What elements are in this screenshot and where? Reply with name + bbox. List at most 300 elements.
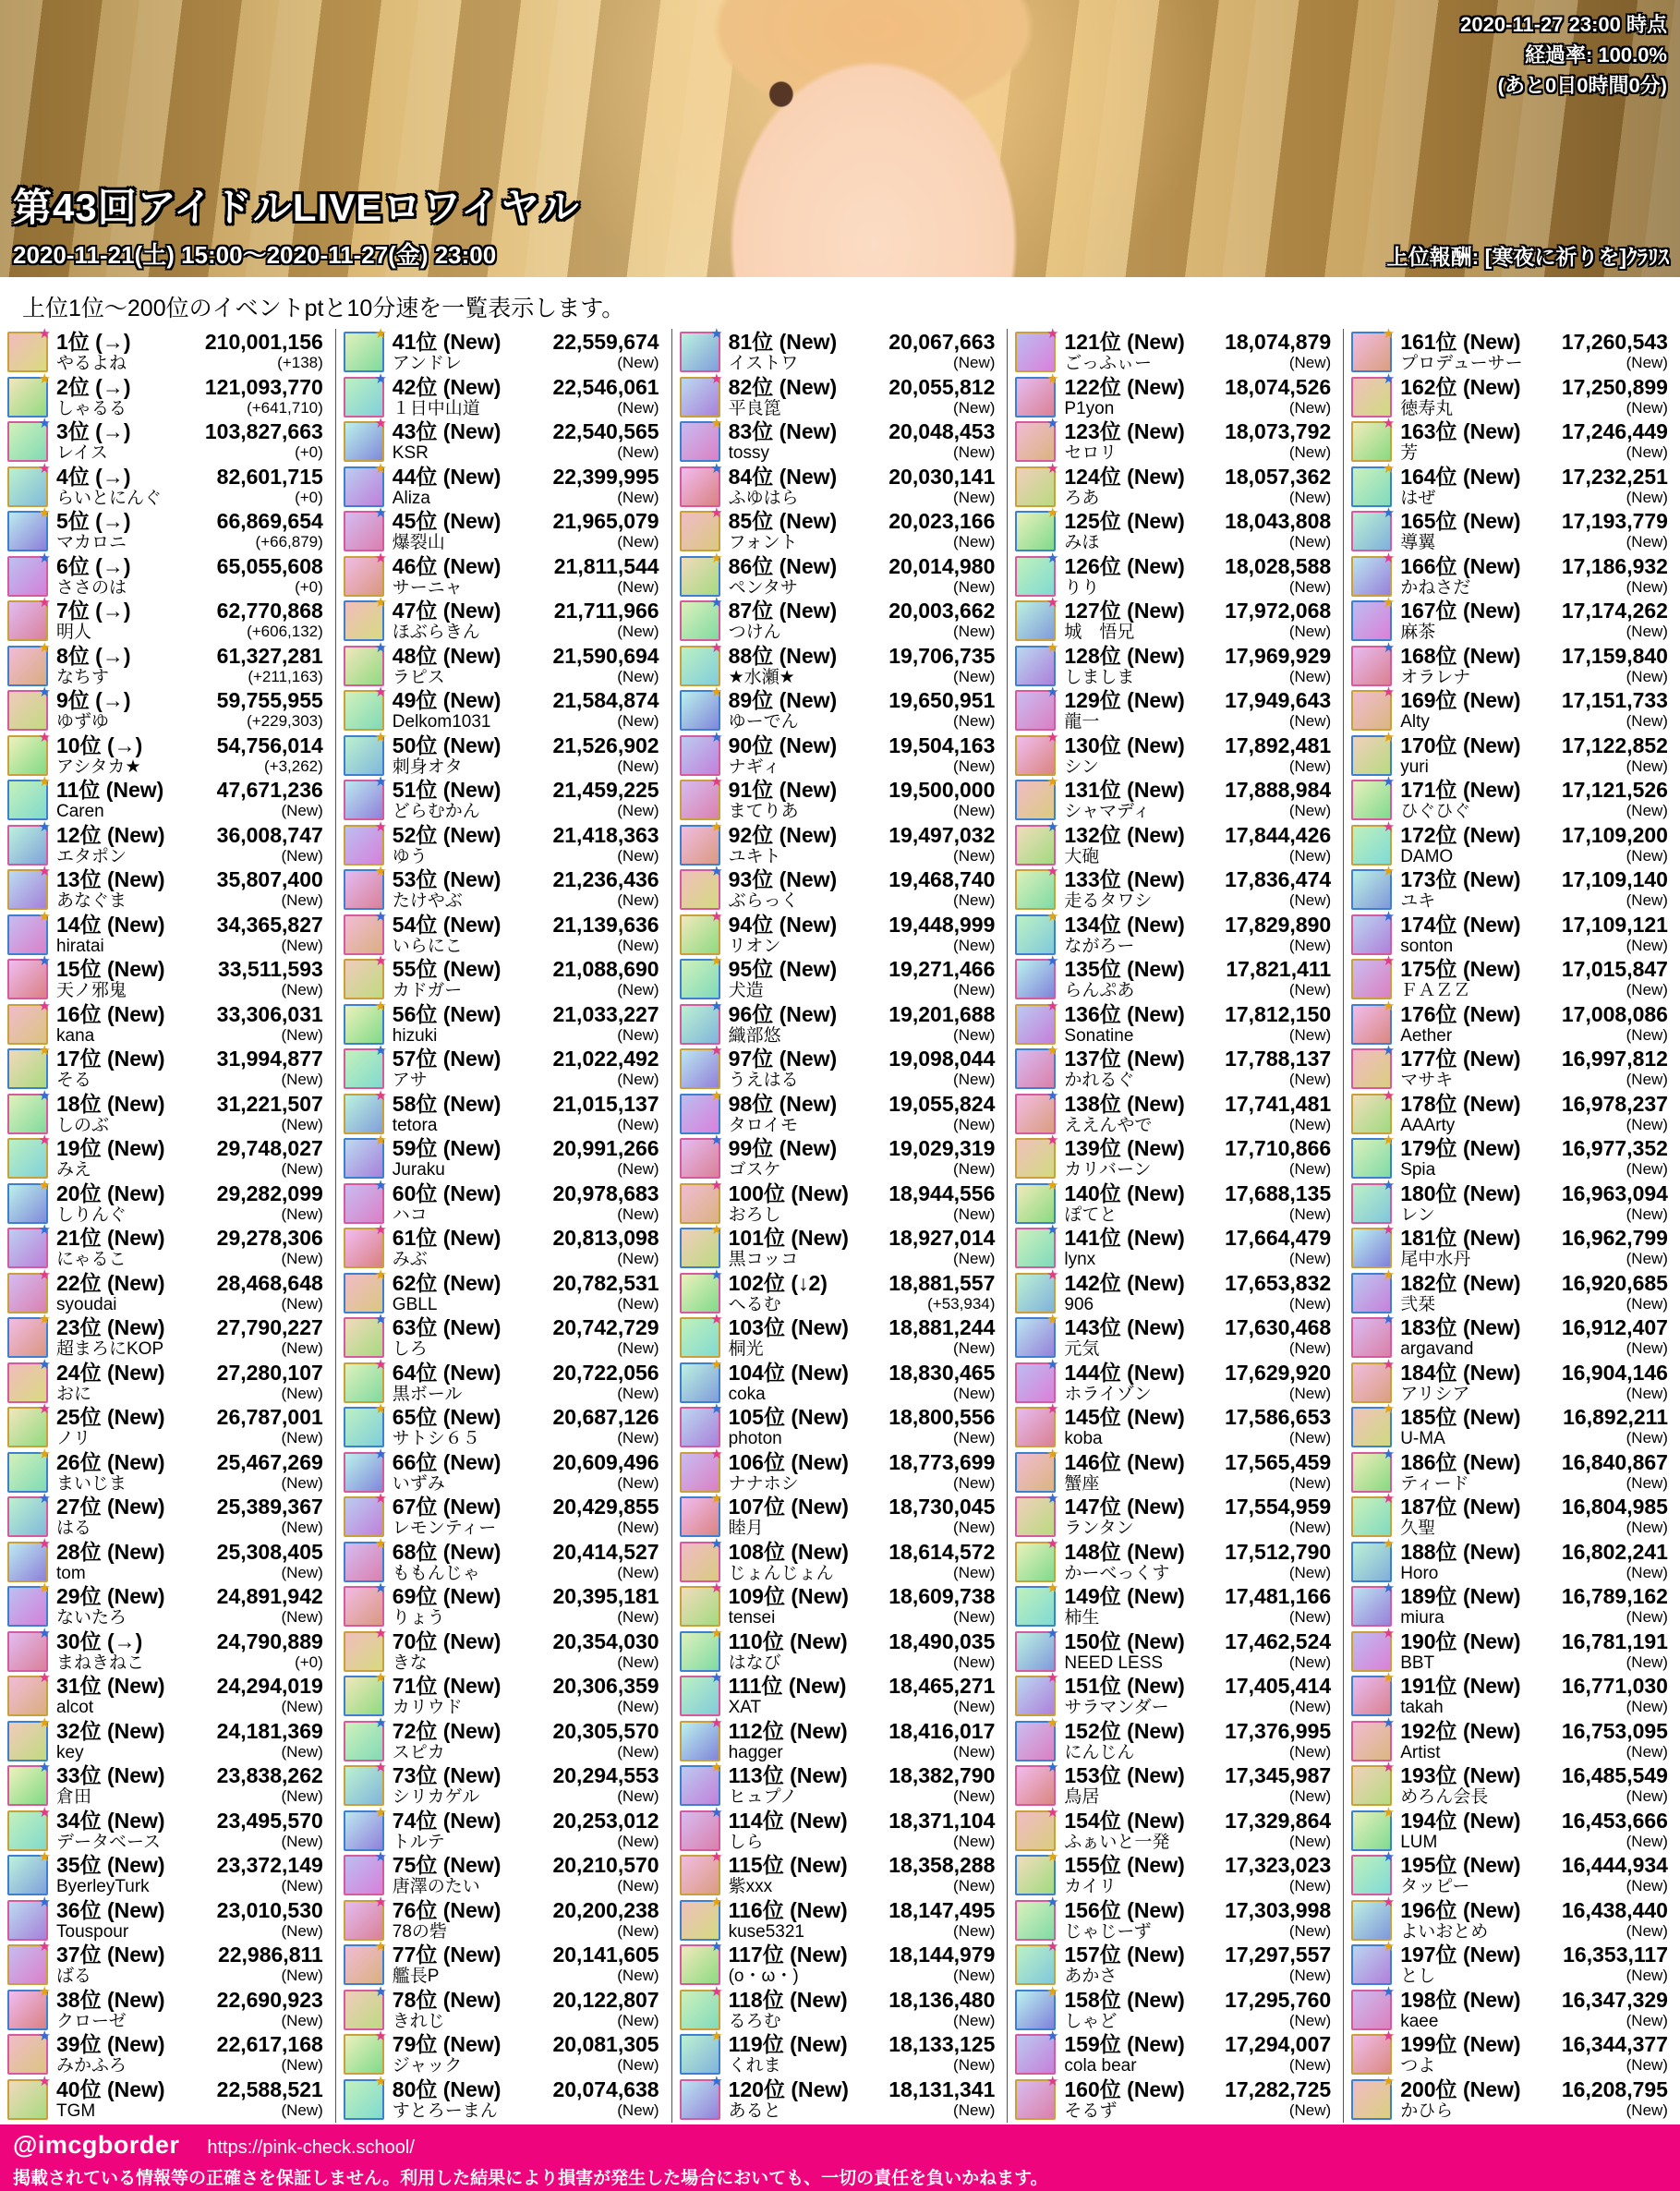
entry-identity: [56, 1854, 217, 1896]
rank-label: 144位 (New): [1064, 1360, 1185, 1385]
event-pt-value: 210,001,156: [204, 330, 323, 354]
entry-scores: [552, 1272, 671, 1313]
event-pt-value: 20,782,531: [552, 1270, 659, 1295]
player-name: koba: [1064, 1429, 1103, 1448]
pt-change-value: (New): [1288, 2056, 1332, 2074]
rank-label: 34位 (New): [56, 1808, 165, 1833]
event-pt-value: 16,804,985: [1561, 1495, 1668, 1519]
entry-identity: [393, 1227, 553, 1269]
entry-identity: [1064, 1182, 1225, 1225]
idol-avatar: [1015, 1625, 1059, 1672]
player-name: ジャック: [392, 2056, 463, 2076]
entry-identity: [729, 510, 889, 552]
entry-scores: [217, 689, 335, 731]
ranking-entry: [680, 1580, 1008, 1630]
rank-label: 103位 (New): [728, 1315, 849, 1339]
pt-change-value: (+0): [295, 577, 323, 596]
twitter-handle: @imcgborder: [13, 2131, 180, 2159]
ranking-entry: [1015, 460, 1343, 511]
entry-identity: [56, 420, 205, 463]
event-pt-value: 21,526,902: [552, 732, 659, 757]
idol-avatar: [680, 1670, 723, 1716]
rank-label: 158位 (New): [1064, 1987, 1185, 2012]
idol-avatar: [1015, 1401, 1059, 1447]
site-url-link[interactable]: https://pink-check.school/: [207, 2137, 415, 2158]
event-pt-value: 18,133,125: [888, 2032, 996, 2056]
entry-identity: [1400, 1854, 1562, 1896]
event-pt-value: 17,186,932: [1561, 553, 1668, 578]
entry-scores: [217, 824, 335, 866]
entry-identity: [56, 914, 217, 956]
player-name: そるず: [1064, 2100, 1118, 2121]
rarity-star-icon: ★: [1382, 684, 1396, 700]
rarity-star-icon: ★: [374, 1446, 387, 1462]
rank-label: 176位 (New): [1400, 1001, 1521, 1026]
rarity-star-icon: ★: [1045, 864, 1059, 879]
rank-label: 64位 (New): [392, 1360, 502, 1385]
entry-identity: [56, 1406, 217, 1448]
entry-scores: [1562, 1495, 1680, 1537]
pt-change-value: (New): [1626, 2056, 1668, 2074]
event-pt-value: 16,347,329: [1561, 1987, 1668, 2012]
player-name: NEED LESS: [1064, 1652, 1164, 1673]
entry-identity: [1400, 1451, 1562, 1494]
entry-scores: [1225, 331, 1343, 372]
idol-avatar: [1015, 370, 1059, 418]
event-pt-value: 19,201,688: [888, 1001, 996, 1026]
ranking-entry: [1351, 1894, 1680, 1944]
entry-scores: [1562, 914, 1680, 955]
event-pt-value: 103,827,663: [204, 419, 323, 443]
entry-identity: [729, 734, 889, 777]
ranking-entry: [1015, 1580, 1343, 1630]
idol-avatar: [7, 1535, 51, 1582]
event-pt-value: 16,977,352: [1561, 1136, 1668, 1160]
rank-label: 165位 (New): [1400, 509, 1521, 533]
entry-identity: [56, 1989, 217, 2031]
rarity-star-icon: ★: [1045, 1222, 1059, 1238]
entry-scores: [1562, 466, 1680, 507]
entry-identity: [729, 331, 889, 373]
event-pt-value: 17,892,481: [1225, 732, 1332, 757]
pt-change-value: (New): [1288, 936, 1332, 954]
ranking-entry: [680, 684, 1008, 734]
ranking-entry: [344, 864, 671, 914]
rarity-star-icon: ★: [38, 1132, 51, 1148]
entry-scores: [217, 2033, 335, 2075]
entry-identity: [393, 734, 553, 777]
player-name: ホライゾン: [1064, 1384, 1152, 1404]
idol-avatar: [344, 1043, 387, 1089]
entry-scores: [1225, 914, 1343, 955]
entry-identity: [1064, 1989, 1225, 2031]
rank-label: 47位 (New): [392, 599, 502, 623]
rarity-star-icon: ★: [1045, 416, 1059, 431]
pt-change-value: (New): [1288, 1294, 1332, 1313]
idol-avatar: [7, 1849, 51, 1895]
footer-bar: [0, 2124, 1680, 2191]
player-name: 城 悟兄: [1064, 623, 1135, 642]
entry-identity: [393, 1585, 553, 1628]
idol-avatar: [680, 1356, 723, 1403]
idol-avatar: [1015, 729, 1059, 776]
rank-label: 128位 (New): [1064, 643, 1185, 668]
pt-change-value: (New): [953, 757, 996, 775]
rarity-star-icon: ★: [374, 1491, 387, 1507]
ranking-entry: [344, 1849, 671, 1899]
ranking-entry: [344, 2028, 671, 2078]
ranking-entry: [680, 1177, 1008, 1228]
event-pt-value: 17,109,140: [1561, 867, 1668, 891]
player-name: ばる: [56, 1967, 92, 1986]
entry-scores: [1562, 1675, 1680, 1716]
rarity-star-icon: ★: [374, 864, 387, 879]
rank-label: 154位 (New): [1064, 1808, 1185, 1833]
rarity-star-icon: ★: [1045, 1356, 1059, 1373]
player-name: レン: [1400, 1204, 1435, 1225]
ranking-entry: [680, 2028, 1008, 2078]
rank-label: 96位 (New): [728, 1001, 838, 1026]
ranking-entry: [1015, 1535, 1343, 1586]
entry-scores: [552, 510, 671, 551]
entry-identity: [1064, 1406, 1225, 1448]
rank-label: 185位 (New): [1400, 1405, 1521, 1429]
ranking-entry: [1015, 1356, 1343, 1407]
player-name: あると: [728, 2100, 781, 2121]
idol-avatar: [344, 1625, 387, 1672]
rarity-star-icon: ★: [1382, 1983, 1396, 2000]
ranking-entry: [680, 1804, 1008, 1855]
ranking-entry: [344, 416, 671, 466]
header-illustration: [0, 0, 1680, 277]
rarity-star-icon: ★: [1382, 1894, 1396, 1910]
idol-avatar: [344, 505, 387, 551]
player-name: やるよね: [56, 354, 127, 373]
ranking-entry: [344, 1087, 671, 1138]
entry-scores: [888, 645, 1007, 686]
player-name: かねさだ: [1400, 577, 1471, 598]
rank-label: 139位 (New): [1064, 1136, 1185, 1160]
pt-change-value: (New): [281, 1832, 323, 1850]
rarity-star-icon: ★: [710, 998, 723, 1014]
entry-scores: [1225, 1137, 1343, 1179]
entry-scores: [1562, 1899, 1680, 1941]
ranking-entry: [1351, 1983, 1680, 2034]
pt-change-value: (New): [1626, 1652, 1668, 1671]
pt-change-value: (New): [617, 577, 659, 596]
ranking-entry: [344, 505, 671, 555]
entry-identity: [56, 1899, 217, 1942]
ranking-entry: [1015, 1132, 1343, 1182]
rarity-star-icon: ★: [1382, 1356, 1396, 1373]
player-name: みほ: [1064, 533, 1100, 552]
event-pt-value: 18,074,879: [1225, 330, 1332, 354]
entry-scores: [552, 914, 671, 955]
event-pt-value: 20,354,030: [552, 1628, 659, 1653]
rank-label: 126位 (New): [1064, 553, 1185, 578]
entry-identity: [1400, 1943, 1563, 1986]
player-name: syoudai: [56, 1294, 117, 1314]
entry-scores: [205, 331, 335, 372]
player-name: sonton: [1400, 936, 1454, 956]
entry-identity: [729, 1764, 889, 1807]
idol-avatar: [7, 1266, 51, 1313]
idol-avatar: [1351, 1714, 1396, 1761]
player-name: 弐栞: [1400, 1294, 1436, 1314]
ranking-entry: [344, 1312, 671, 1362]
entry-identity: [1400, 1810, 1562, 1852]
rarity-star-icon: ★: [1382, 2073, 1396, 2089]
pt-change-value: (New): [1626, 1294, 1668, 1313]
rank-label: 187位 (New): [1400, 1495, 1521, 1519]
event-pt-value: 17,295,760: [1225, 1987, 1332, 2012]
rank-label: 6位 (→): [56, 553, 131, 578]
player-name: すとろーまん: [392, 2100, 498, 2121]
pt-change-value: (New): [953, 1025, 996, 1044]
rank-label: 173位 (New): [1400, 867, 1521, 891]
entry-identity: [1400, 555, 1562, 598]
idol-avatar: [7, 1401, 51, 1447]
idol-avatar: [1351, 505, 1396, 551]
ranking-entry: [1351, 416, 1680, 466]
rarity-star-icon: ★: [1382, 1177, 1396, 1193]
rank-label: 151位 (New): [1064, 1674, 1185, 1698]
rank-label: 196位 (New): [1400, 1897, 1521, 1922]
event-pt-value: 18,073,792: [1225, 419, 1332, 443]
entry-identity: [1064, 1720, 1225, 1762]
ranking-entry: [1351, 1222, 1680, 1272]
rank-label: 112位 (New): [728, 1718, 848, 1743]
idol-avatar: [344, 1939, 387, 1985]
rank-label: 184位 (New): [1400, 1360, 1521, 1385]
rarity-star-icon: ★: [374, 1670, 387, 1686]
pt-change-value: (New): [1288, 802, 1332, 819]
entry-identity: [729, 1093, 889, 1135]
player-name: 芳: [1400, 443, 1419, 463]
entry-identity: [1400, 1899, 1562, 1942]
ranking-entry: [1015, 1714, 1343, 1765]
entry-scores: [888, 555, 1007, 597]
entry-identity: [56, 599, 217, 642]
entry-scores: [1562, 689, 1680, 731]
rarity-star-icon: ★: [1045, 1266, 1059, 1283]
player-name: しゃど: [1064, 2011, 1118, 2031]
pt-change-value: (New): [281, 981, 323, 999]
entry-scores: [1562, 1541, 1680, 1582]
idol-avatar: [1015, 1535, 1059, 1582]
ranking-entry: [1351, 1491, 1680, 1541]
idol-avatar: [344, 818, 387, 866]
rarity-star-icon: ★: [374, 818, 387, 835]
rank-label: 124位 (New): [1064, 464, 1185, 489]
rarity-star-icon: ★: [38, 1849, 51, 1865]
event-pt-value: 18,358,288: [888, 1853, 996, 1877]
event-pt-value: 24,891,942: [216, 1584, 323, 1608]
rarity-star-icon: ★: [1045, 1625, 1059, 1641]
player-name: きな: [392, 1652, 428, 1673]
event-pt-value: 18,881,244: [888, 1315, 996, 1339]
ranking-entry: [680, 639, 1008, 690]
entry-identity: [1064, 868, 1225, 911]
event-pt-value: 28,468,648: [216, 1270, 323, 1295]
player-name: 柿生: [1064, 1608, 1100, 1628]
idol-avatar: [1351, 1266, 1396, 1313]
pt-change-value: (New): [617, 1877, 659, 1894]
pt-change-value: (New): [953, 1115, 996, 1133]
player-name: シャマディ: [1064, 802, 1151, 821]
rarity-star-icon: ★: [710, 1401, 723, 1417]
entry-identity: [393, 331, 553, 373]
rank-label: 108位 (New): [728, 1539, 849, 1564]
ranking-entry: [7, 1939, 335, 1989]
pt-change-value: (New): [617, 2056, 659, 2074]
player-name: みかふろ: [56, 2056, 127, 2076]
entry-identity: [1400, 868, 1562, 911]
idol-avatar: [1351, 326, 1396, 372]
player-name: ろあ: [1064, 488, 1100, 508]
rarity-star-icon: ★: [1045, 505, 1059, 521]
event-pt-value: 17,844,426: [1225, 822, 1332, 847]
rarity-star-icon: ★: [710, 1356, 723, 1373]
pt-change-value: (New): [1626, 1429, 1668, 1447]
rank-label: 116位 (New): [728, 1897, 848, 1922]
rarity-star-icon: ★: [1045, 818, 1059, 835]
ranking-entry: [344, 1401, 671, 1451]
ranking-entry: [344, 639, 671, 690]
player-name: 刺身オタ: [392, 757, 463, 777]
rank-label: 131位 (New): [1064, 778, 1185, 802]
pt-change-value: (New): [1288, 1429, 1332, 1447]
idol-avatar: [1015, 550, 1059, 597]
ranking-entry: [1015, 1625, 1343, 1676]
rarity-star-icon: ★: [38, 1312, 51, 1327]
rarity-star-icon: ★: [1382, 729, 1396, 745]
rank-label: 29位 (New): [56, 1584, 165, 1608]
rarity-star-icon: ★: [38, 505, 51, 521]
pt-change-value: (+138): [277, 354, 323, 371]
event-pt-value: 17,972,068: [1225, 599, 1332, 623]
pt-change-value: (New): [953, 1967, 996, 1984]
rank-label: 119位 (New): [728, 2032, 848, 2056]
idol-avatar: [344, 1714, 387, 1761]
idol-avatar: [1351, 1580, 1396, 1627]
entry-identity: [1400, 824, 1562, 866]
entry-identity: [1064, 1899, 1225, 1942]
player-name: KSR: [392, 443, 429, 463]
rarity-star-icon: ★: [1045, 1401, 1059, 1417]
entry-identity: [393, 1003, 553, 1046]
idol-avatar: [1351, 460, 1396, 507]
event-pt-value: 20,074,638: [552, 2076, 659, 2101]
pt-change-value: (New): [1626, 981, 1668, 999]
entry-identity: [1400, 1316, 1562, 1359]
rarity-star-icon: ★: [1382, 595, 1396, 611]
player-name: はなび: [728, 1652, 781, 1673]
ranking-entry: [1351, 1356, 1680, 1407]
entry-scores: [888, 1899, 1007, 1941]
entry-identity: [1400, 1720, 1562, 1762]
entry-scores: [888, 2078, 1007, 2120]
rarity-star-icon: ★: [1045, 550, 1059, 566]
entry-identity: [729, 1047, 889, 1090]
event-pt-value: 17,232,251: [1561, 464, 1668, 489]
ranking-entry: [344, 908, 671, 959]
event-pt-value: 20,991,266: [552, 1136, 659, 1160]
idol-avatar: [680, 818, 723, 866]
entry-identity: [1064, 1137, 1225, 1180]
ranking-entry: [680, 550, 1008, 600]
player-name: 黒ボール: [392, 1384, 463, 1404]
entry-identity: [1064, 2033, 1225, 2076]
pt-change-value: (+606,132): [247, 623, 323, 640]
idol-avatar: [1015, 1894, 1059, 1941]
pt-change-value: (New): [953, 667, 996, 685]
ranking-entry: [344, 1670, 671, 1720]
idol-avatar: [1351, 370, 1396, 418]
event-pt-value: 29,278,306: [216, 1226, 323, 1250]
player-name: ゆう: [392, 846, 428, 866]
idol-avatar: [1351, 550, 1396, 597]
rarity-star-icon: ★: [1382, 1804, 1396, 1821]
rank-label: 114位 (New): [728, 1808, 848, 1833]
idol-avatar: [680, 1535, 723, 1582]
entry-scores: [217, 1810, 335, 1851]
player-name: lynx: [1064, 1250, 1096, 1269]
idol-avatar: [1015, 595, 1059, 641]
rarity-star-icon: ★: [1045, 1446, 1059, 1462]
player-name: タロイモ: [728, 1115, 799, 1135]
footer-credit-line: [13, 2131, 1680, 2160]
ranking-entry: [1015, 505, 1343, 555]
event-pt-value: 33,511,593: [217, 957, 323, 981]
idol-avatar: [344, 2073, 387, 2120]
entry-scores: [888, 1720, 1007, 1761]
idol-avatar: [680, 1491, 723, 1537]
entry-scores: [218, 958, 335, 999]
idol-avatar: [344, 1849, 387, 1895]
idol-avatar: [1015, 326, 1059, 372]
idol-avatar: [7, 1356, 51, 1403]
rank-label: 76位 (New): [392, 1897, 502, 1922]
event-pt-value: 33,306,031: [216, 1001, 323, 1026]
event-pt-value: 17,710,866: [1225, 1136, 1332, 1160]
event-pt-value: 17,174,262: [1561, 599, 1668, 623]
pt-change-value: (New): [1288, 1832, 1332, 1850]
entry-scores: [1562, 599, 1680, 641]
ranking-entry: [680, 1849, 1008, 1899]
rank-label: 85位 (New): [728, 509, 838, 533]
rarity-star-icon: ★: [710, 1580, 723, 1596]
rarity-star-icon: ★: [1382, 774, 1396, 790]
idol-avatar: [1015, 1983, 1059, 2030]
pt-change-value: (New): [1288, 1384, 1332, 1402]
idol-avatar: [344, 1222, 387, 1268]
idol-avatar: [7, 1939, 51, 1985]
pt-change-value: (New): [1626, 757, 1668, 775]
ranking-entry: [7, 1625, 335, 1676]
rarity-star-icon: ★: [38, 2073, 51, 2089]
event-pt-value: 18,416,017: [888, 1718, 996, 1743]
rank-label: 175位 (New): [1400, 957, 1521, 981]
rarity-star-icon: ★: [38, 1043, 51, 1059]
entry-identity: [393, 510, 553, 552]
pt-change-value: (New): [617, 1294, 659, 1313]
rarity-star-icon: ★: [38, 1491, 51, 1507]
entry-scores: [1562, 1137, 1680, 1179]
entry-identity: [1064, 510, 1225, 552]
rank-label: 41位 (New): [392, 330, 502, 354]
rarity-star-icon: ★: [1045, 1939, 1059, 1955]
